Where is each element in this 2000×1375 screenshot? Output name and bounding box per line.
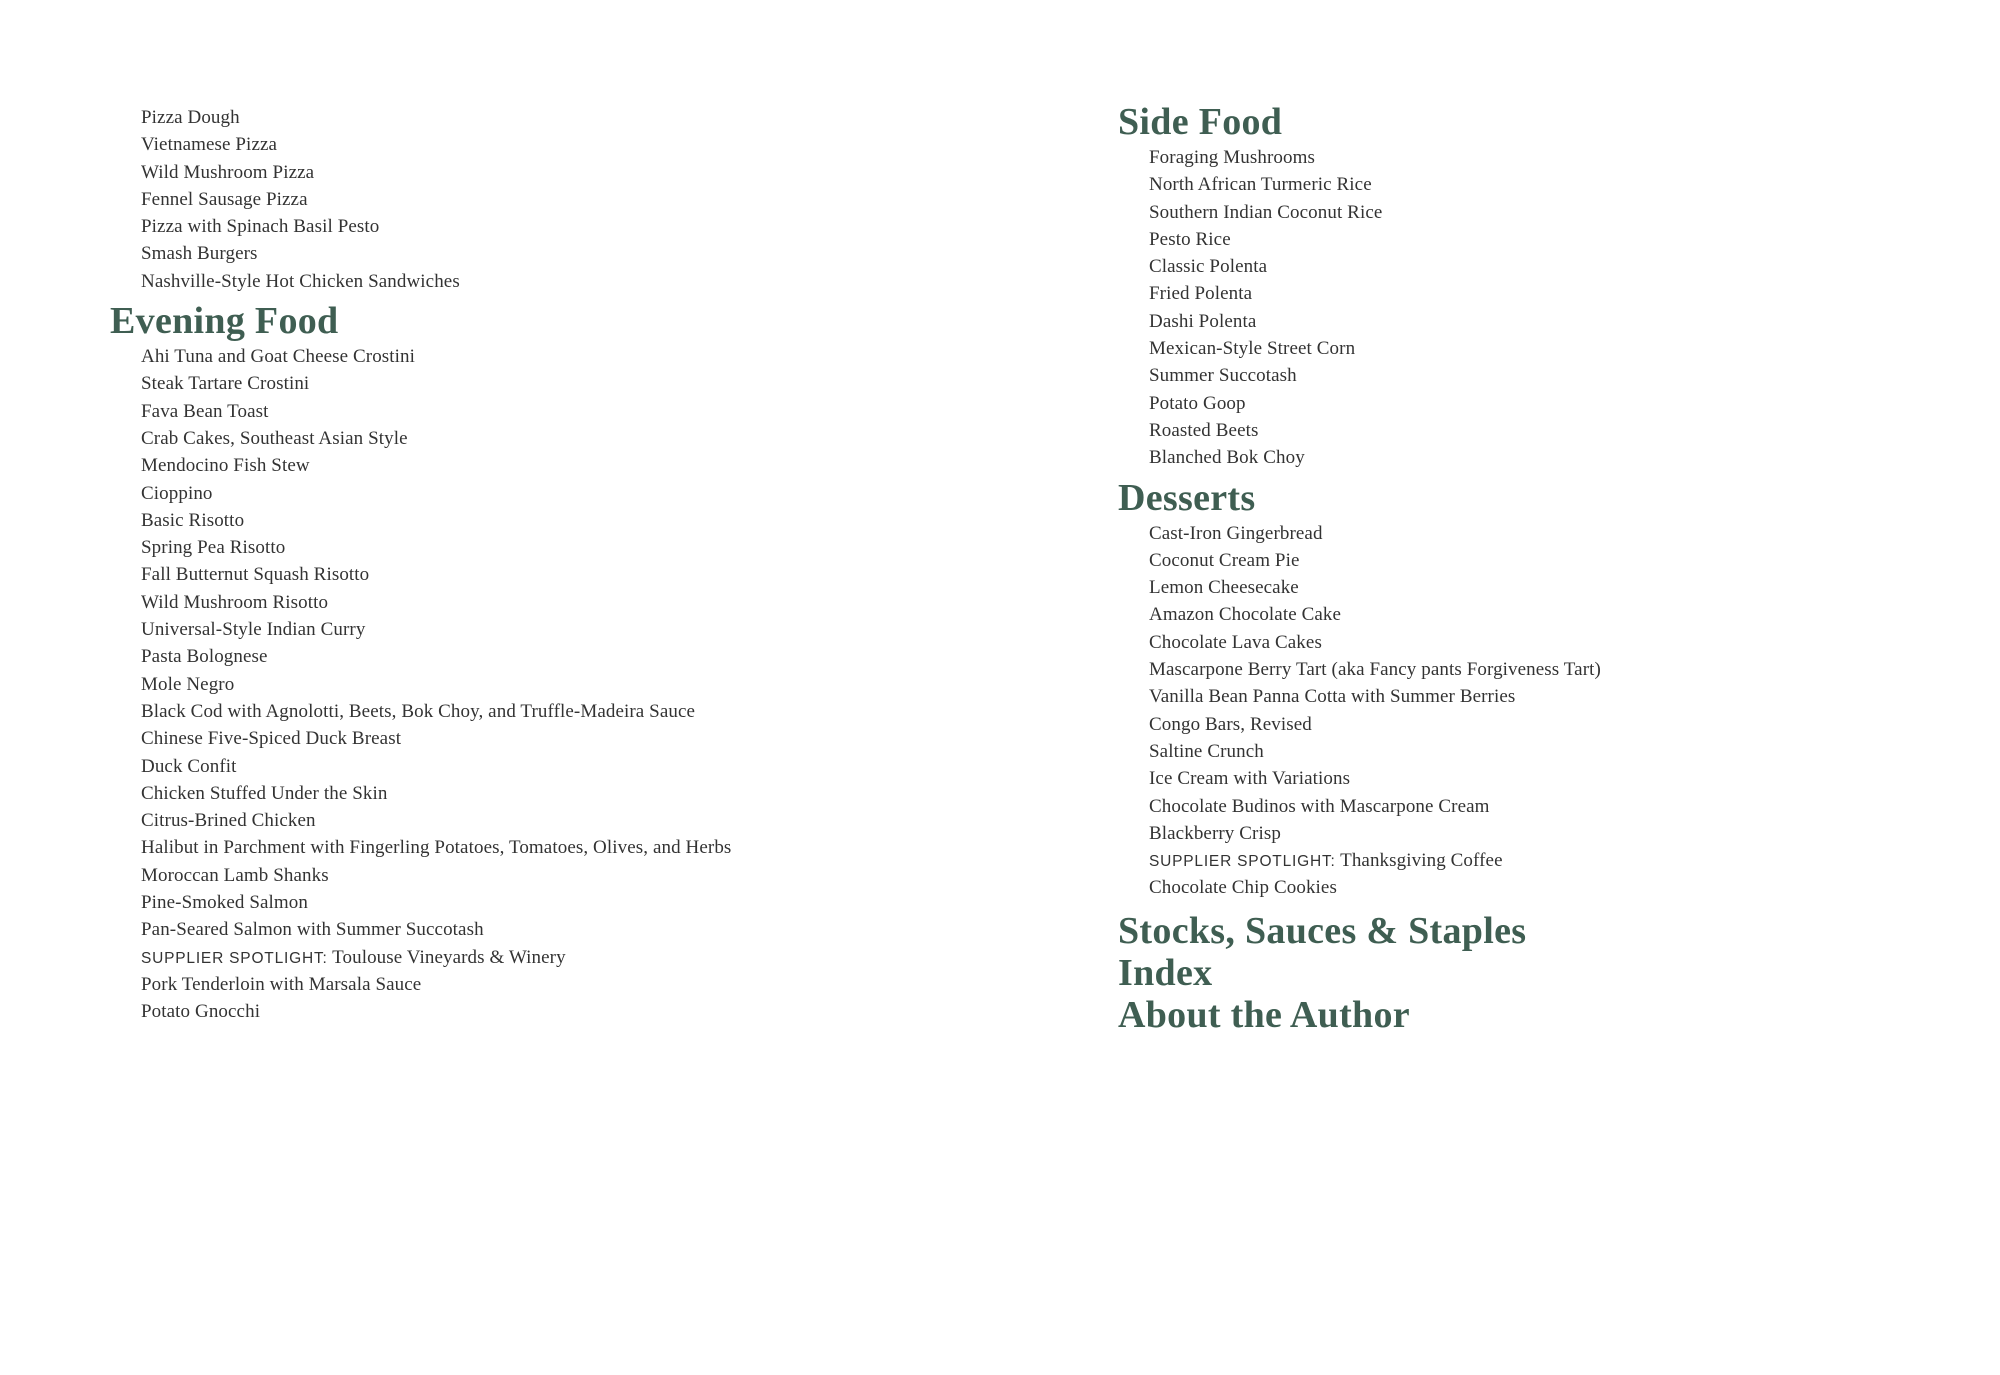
continued-list [110, 104, 1010, 295]
section-heading-side-food[interactable]: Side Food [1118, 101, 1283, 143]
section-evening-food [110, 299, 1010, 1025]
toc-entry[interactable]: Citrus-Brined Chicken [141, 810, 316, 832]
toc-entry-supplier-spotlight[interactable] [1118, 847, 1958, 874]
toc-entry[interactable]: Spring Pea Risotto [141, 537, 286, 559]
toc-entry[interactable]: Lemon Cheesecake [1149, 577, 1299, 599]
toc-entry[interactable]: Chicken Stuffed Under the Skin [141, 782, 388, 804]
toc-entry-supplier-spotlight[interactable] [110, 944, 1010, 971]
toc-entry[interactable]: Chocolate Chip Cookies [1149, 877, 1337, 899]
toc-entry[interactable]: Chocolate Lava Cakes [1149, 631, 1322, 653]
toc-entry[interactable]: Halibut in Parchment with Fingerling Potatoes, Tomatoes, Olives, and Herbs [141, 837, 732, 859]
toc-entry[interactable]: Pizza Dough [141, 107, 240, 128]
toc-entry[interactable]: North African Turmeric Rice [1149, 174, 1372, 196]
toc-entry[interactable]: Pan-Seared Salmon with Summer Succotash [141, 919, 484, 941]
section-heading-stocks-sauces-staples[interactable]: Stocks, Sauces & Staples [1118, 909, 1527, 952]
toc-entry[interactable]: Vanilla Bean Panna Cotta with Summer Berries [1149, 686, 1516, 708]
toc-entry[interactable]: Saltine Crunch [1149, 740, 1264, 762]
toc-entry[interactable]: Smash Burgers [141, 243, 258, 265]
toc-entry[interactable]: Duck Confit [141, 755, 237, 777]
toc-entry[interactable]: Classic Polenta [1149, 256, 1268, 278]
toc-entry[interactable]: Coconut Cream Pie [1149, 549, 1300, 571]
toc-entry[interactable]: Black Cod with Agnolotti, Beets, Bok Choy, and Truffle-Madeira Sauce [141, 700, 696, 722]
toc-entry[interactable]: Wild Mushroom Pizza [141, 161, 315, 183]
toc-entry[interactable]: Crab Cakes, Southeast Asian Style [141, 427, 408, 449]
toc-entry[interactable]: Pine-Smoked Salmon [141, 892, 308, 914]
toc-entry[interactable]: Mascarpone Berry Tart (aka Fancy pants Forgiveness Tart) [1149, 659, 1601, 681]
toc-entry[interactable]: Chinese Five-Spiced Duck Breast [141, 728, 402, 750]
toc-entry[interactable]: Vietnamese Pizza [141, 134, 278, 156]
toc-entry[interactable]: Potato Goop [1149, 392, 1246, 414]
toc-entry[interactable]: Summer Succotash [1149, 365, 1297, 387]
supplier-spotlight-text: Toulouse Vineyards & Winery [327, 946, 566, 968]
toc-entry[interactable]: Ahi Tuna and Goat Cheese Crostini [141, 346, 416, 368]
section-heading-evening-food[interactable]: Evening Food [110, 300, 339, 343]
toc-entry[interactable]: Universal-Style Indian Curry [141, 619, 366, 641]
supplier-spotlight-label: SUPPLIER SPOTLIGHT: [1149, 853, 1336, 871]
toc-entry[interactable]: Pizza with Spinach Basil Pesto [141, 216, 380, 238]
toc-entry[interactable]: Blackberry Crisp [1149, 822, 1281, 844]
section-heading-about-the-author[interactable]: About the Author [1118, 993, 1410, 1036]
toc-entry[interactable]: Potato Gnocchi [141, 1001, 261, 1023]
toc-entry[interactable]: Fall Butternut Squash Risotto [141, 564, 370, 586]
toc-entry[interactable]: Congo Bars, Revised [1149, 713, 1312, 735]
toc-entry[interactable]: Amazon Chocolate Cake [1149, 604, 1342, 626]
toc-entry[interactable]: Pasta Bolognese [141, 646, 268, 668]
toc-entry[interactable]: Pork Tenderloin with Marsala Sauce [141, 973, 422, 995]
section-heading-index[interactable]: Index [1118, 951, 1213, 994]
toc-entry[interactable]: Mexican-Style Street Corn [1149, 338, 1356, 360]
toc-entry[interactable]: Ice Cream with Variations [1149, 768, 1351, 790]
toc-entry[interactable]: Mole Negro [141, 673, 235, 695]
left-column [110, 104, 1010, 1026]
right-column [1118, 100, 1958, 1036]
toc-entry[interactable]: Southern Indian Coconut Rice [1149, 201, 1383, 223]
toc-entry[interactable]: Cioppino [141, 482, 213, 504]
toc-entry[interactable]: Steak Tartare Crostini [141, 373, 310, 395]
section-heading-desserts[interactable]: Desserts [1118, 476, 1256, 519]
toc-entry[interactable]: Roasted Beets [1149, 419, 1259, 441]
toc-entry[interactable]: Fried Polenta [1149, 283, 1253, 305]
toc-entry[interactable]: Cast-Iron Gingerbread [1149, 522, 1323, 544]
section-side-food [1118, 100, 1958, 472]
toc-entry[interactable]: Chocolate Budinos with Mascarpone Cream [1149, 795, 1490, 817]
toc-entry[interactable]: Mendocino Fish Stew [141, 455, 310, 477]
toc-entry[interactable]: Dashi Polenta [1149, 310, 1257, 332]
supplier-spotlight-text: Thanksgiving Coffee [1335, 850, 1503, 872]
toc-entry[interactable]: Blanched Bok Choy [1149, 447, 1305, 469]
supplier-spotlight-label: SUPPLIER SPOTLIGHT: [141, 949, 328, 967]
toc-entry[interactable]: Fava Bean Toast [141, 400, 269, 422]
toc-entry[interactable]: Basic Risotto [141, 509, 245, 531]
toc-entry[interactable]: Moroccan Lamb Shanks [141, 864, 329, 886]
toc-entry[interactable]: Fennel Sausage Pizza [141, 188, 308, 210]
toc-entry[interactable]: Foraging Mushrooms [1149, 147, 1315, 168]
toc-entry[interactable]: Wild Mushroom Risotto [141, 591, 329, 613]
toc-entry[interactable]: Pesto Rice [1149, 228, 1231, 250]
toc-entry[interactable]: Nashville-Style Hot Chicken Sandwiches [141, 270, 460, 292]
section-desserts [1118, 476, 1958, 902]
